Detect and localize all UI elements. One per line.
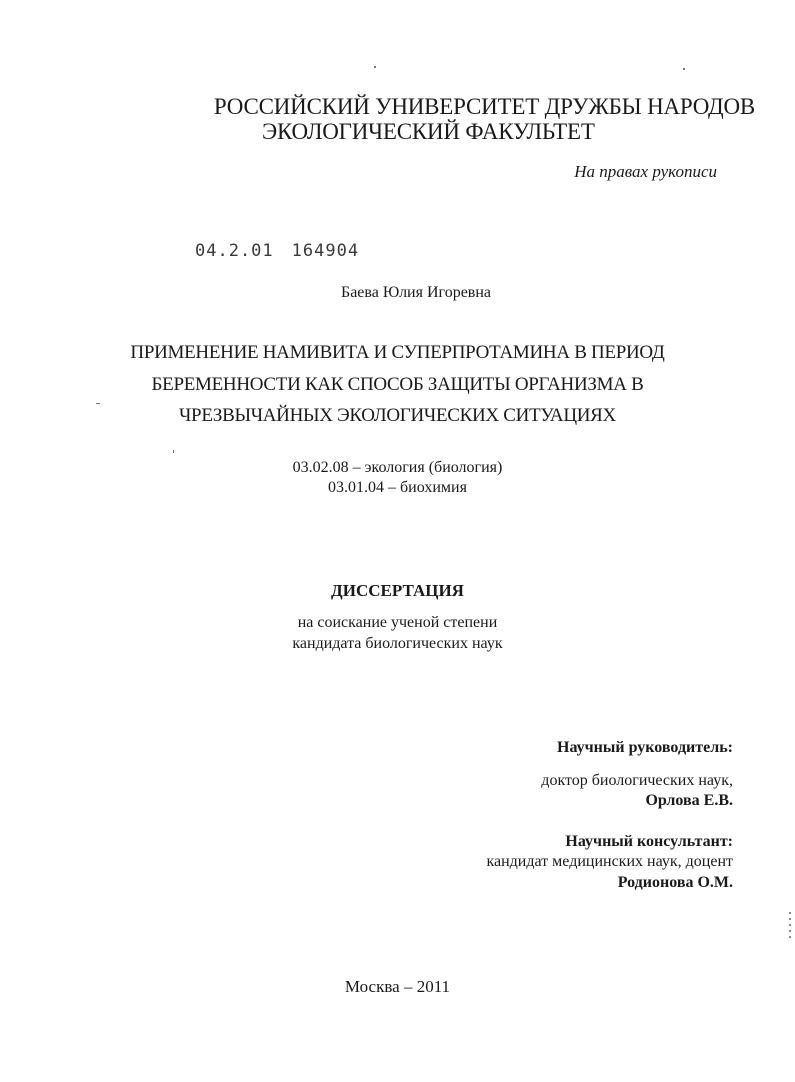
- stamp-number: 164904: [291, 241, 360, 261]
- document-type: ДИССЕРТАЦИЯ: [331, 581, 464, 600]
- author-name: Баева Юлия Игоревна: [341, 284, 492, 301]
- place-and-year: Москва – 2011: [344, 977, 451, 996]
- degree-line-2: кандидата биологических наук: [292, 635, 503, 652]
- faculty-name: ЭКОЛОГИЧЕСКИЙ ФАКУЛЬТЕТ: [262, 119, 595, 144]
- consultant-label: Научный консультант:: [565, 833, 733, 850]
- supervisor-label: Научный руководитель:: [557, 739, 733, 756]
- manuscript-rights-note: На правах рукописи: [574, 162, 717, 181]
- archive-stamp: [195, 243, 359, 260]
- degree-line-1: на соискание ученой степени: [297, 614, 498, 631]
- consultant-name: Родионова О.М.: [617, 874, 733, 891]
- scan-speck: [374, 66, 376, 68]
- university-name: РОССИЙСКИЙ УНИВЕРСИТЕТ ДРУЖБЫ НАРОДОВ: [213, 94, 756, 119]
- scan-speck: [683, 68, 685, 70]
- thesis-title-line-2: БЕРЕМЕННОСТИ КАК СПОСОБ ЗАЩИТЫ ОРГАНИЗМА В: [151, 374, 644, 395]
- supervisor-name: Орлова Е.В.: [645, 792, 733, 809]
- specialty-biochemistry: 03.01.04 – биохимия: [328, 479, 467, 496]
- consultant-credentials: кандидат медицинских наук, доцент: [486, 853, 733, 870]
- specialty-ecology: 03.02.08 – экология (биология): [292, 459, 503, 476]
- supervisor-credentials: доктор биологических наук,: [541, 772, 733, 789]
- scan-speck: [173, 450, 174, 453]
- scan-speck: [96, 403, 100, 404]
- stamp-code: 04.2.01: [195, 241, 274, 261]
- thesis-title-line-1: ПРИМЕНЕНИЕ НАМИВИТА И СУПЕРПРОТАМИНА В ПЕРИОД: [130, 342, 665, 363]
- scan-edge-marks: [789, 912, 791, 942]
- thesis-title-line-3: ЧРЕЗВЫЧАЙНЫХ ЭКОЛОГИЧЕСКИХ СИТУАЦИЯХ: [179, 405, 616, 426]
